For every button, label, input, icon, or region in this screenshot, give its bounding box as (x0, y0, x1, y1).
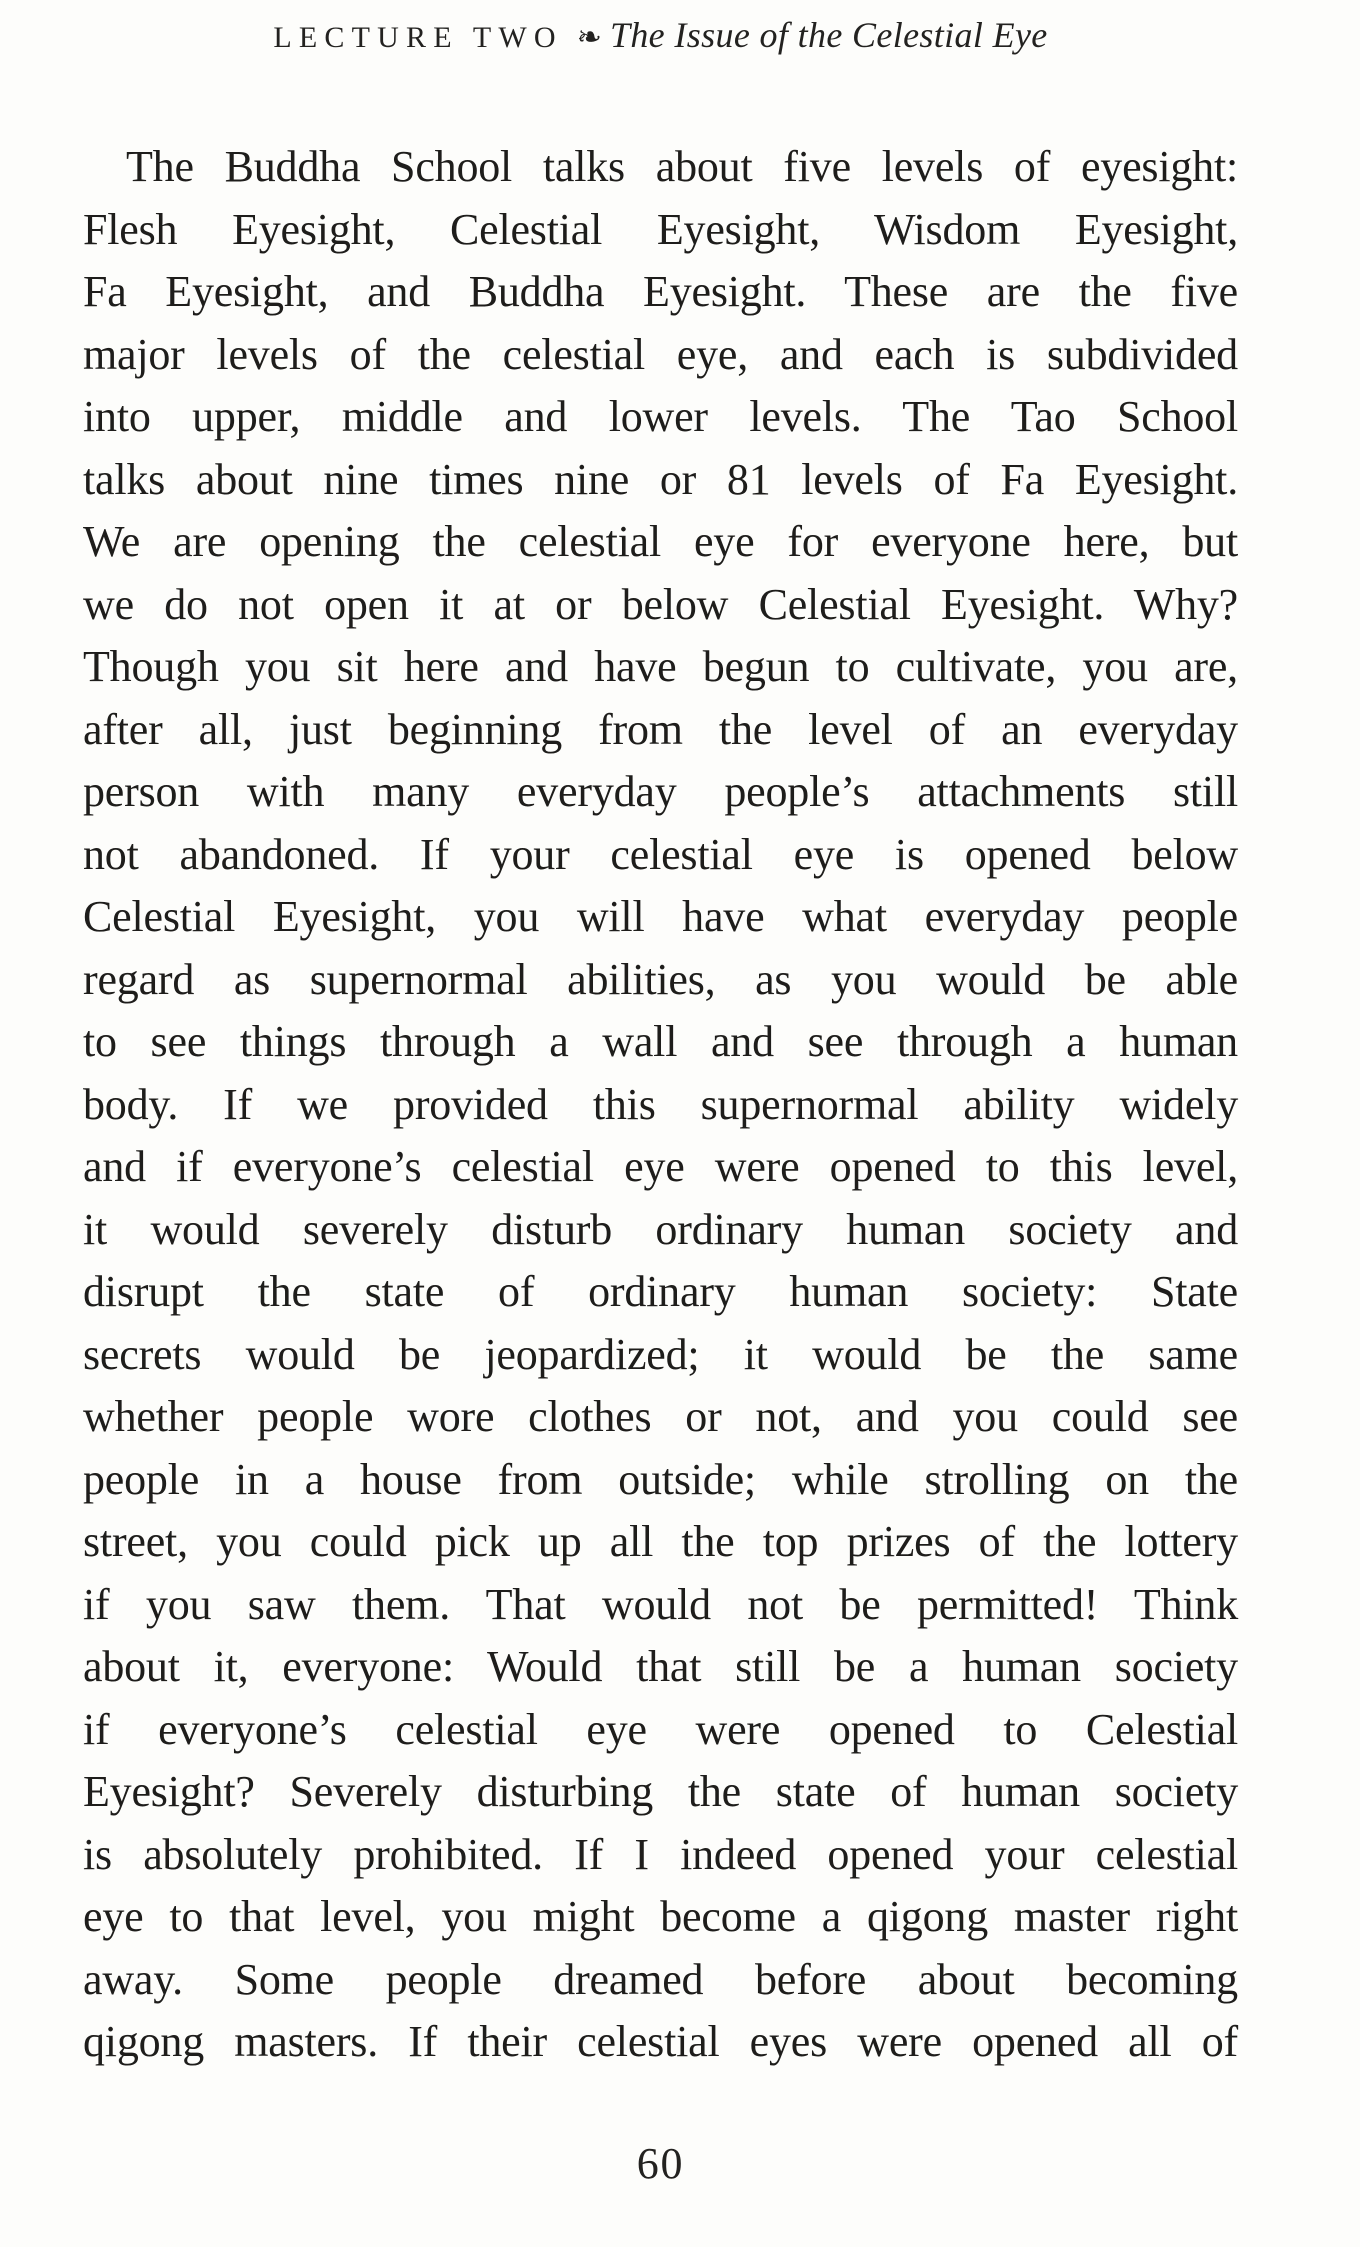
text-line: Fa Eyesight, and Buddha Eyesight. These are the five (83, 267, 1238, 316)
text-line: after all, just beginning from the level of an everyday (83, 704, 1238, 754)
text-line: if you saw them. That would not be permitted! Think (83, 1579, 1238, 1629)
text-line: whether people wore clothes or not, and you could see (83, 1392, 1238, 1441)
text-line: secrets would be jeopardized; it would be the same (83, 1329, 1238, 1379)
chapter-title: The Issue of the Celestial Eye (609, 15, 1048, 55)
text-line: Flesh Eyesight, Celestial Eyesight, Wisdom Eyesight, (83, 204, 1238, 254)
text-line: disrupt the state of ordinary human society: State (83, 1267, 1238, 1316)
text-line: Though you sit here and have begun to cultivate, you are, (83, 642, 1238, 691)
text-line: street, you could pick up all the top prizes of the lottery (83, 1517, 1238, 1566)
text-line: away. Some people dreamed before about becoming (83, 1954, 1238, 2004)
text-line: Eyesight? Severely disturbing the state of human society (83, 1767, 1238, 1816)
text-line: to see things through a wall and see through a human (83, 1017, 1238, 1066)
lecture-section-label: LECTURE TWO (273, 21, 563, 54)
text-line: talks about nine times nine or 81 levels of Fa Eyesight. (83, 454, 1238, 504)
text-line: it would severely disturb ordinary human society and (83, 1204, 1238, 1254)
body-paragraph (83, 136, 1238, 2074)
text-line: The Buddha School talks about five levels of eyesight: (126, 142, 1238, 191)
page-number: 60 (636, 2139, 685, 2188)
text-line: not abandoned. If your celestial eye is opened below (83, 829, 1238, 879)
text-line: major levels of the celestial eye, and each is subdivided (83, 329, 1238, 379)
text-line: Celestial Eyesight, you will have what everyday people (83, 892, 1238, 941)
text-line: body. If we provided this supernormal ability widely (83, 1079, 1238, 1129)
text-line: person with many everyday people’s attachments still (83, 767, 1238, 816)
text-line: about it, everyone: Would that still be a human society (83, 1642, 1238, 1691)
text-line: eye to that level, you might become a qigong master right (83, 1892, 1238, 1941)
text-line: if everyone’s celestial eye were opened to Celestial (83, 1704, 1238, 1754)
text-line: is absolutely prohibited. If I indeed opened your celestial (83, 1829, 1238, 1879)
text-line: into upper, middle and lower levels. The Tao School (83, 392, 1238, 441)
fleuron-ornament-icon: ❧ (576, 21, 602, 54)
running-header (83, 14, 1238, 56)
text-line: people in a house from outside; while strolling on the (83, 1454, 1238, 1504)
text-line: we do not open it at or below Celestial Eyesight. Why? (83, 579, 1238, 629)
text-line: We are opening the celestial eye for everyone here, but (83, 517, 1238, 566)
text-line: and if everyone’s celestial eye were opened to this level, (83, 1142, 1238, 1191)
text-line: qigong masters. If their celestial eyes were opened all of (83, 2017, 1238, 2066)
text-line: regard as supernormal abilities, as you would be able (83, 954, 1238, 1004)
